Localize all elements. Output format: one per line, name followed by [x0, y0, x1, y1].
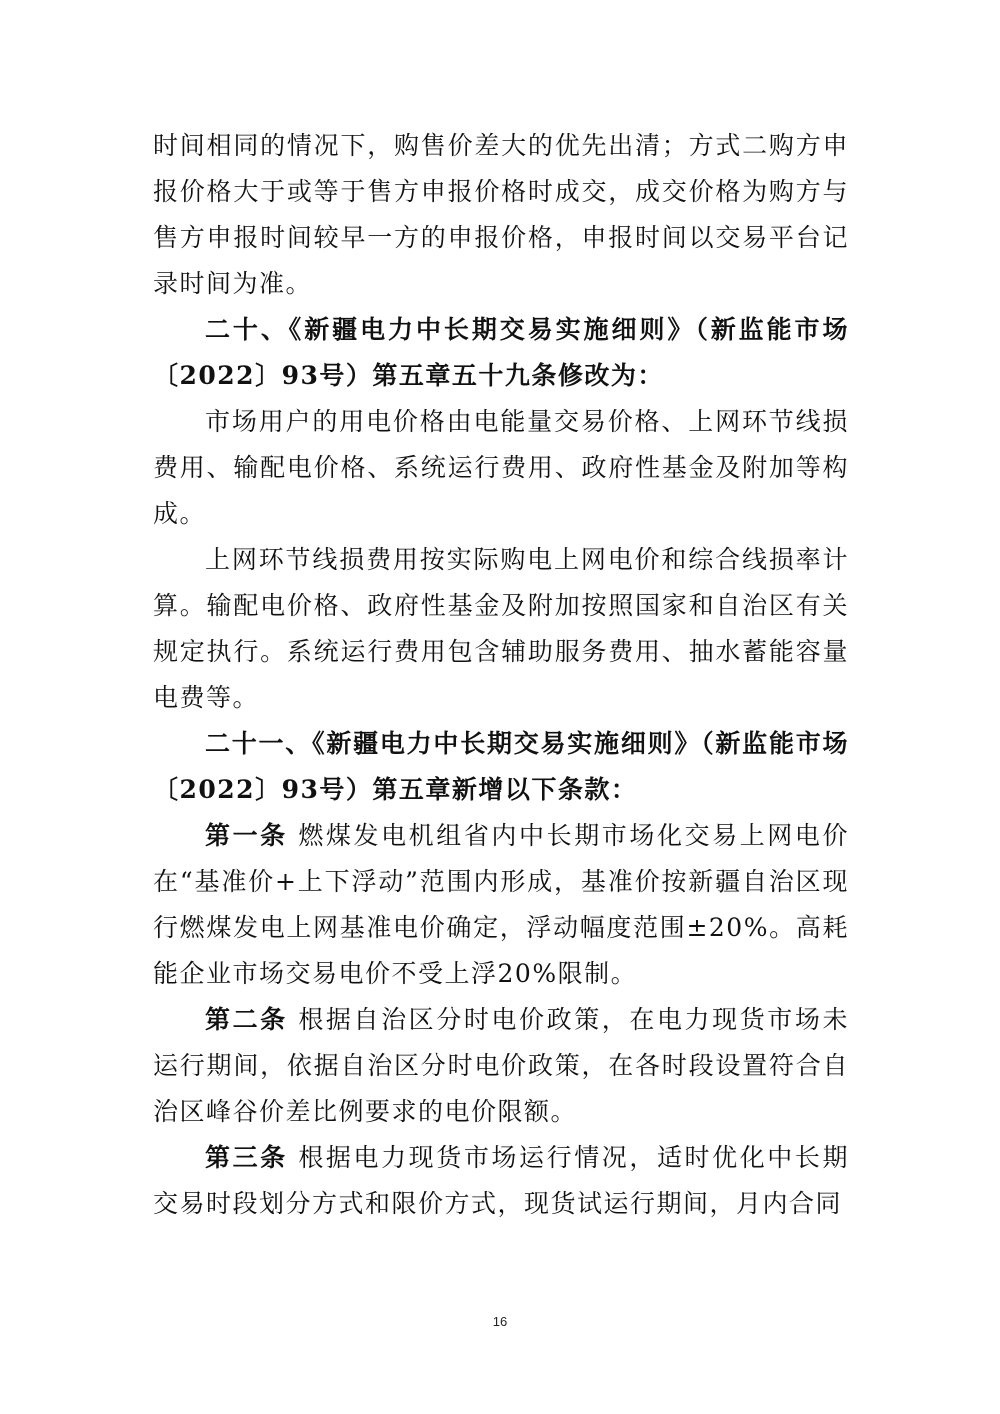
article-text: 根据电力现货市场运行情况，适时优化中长期交易时段划分方式和限价方式，现货试运行期间，月内合同 — [153, 1143, 849, 1218]
paragraph-user-price-composition — [153, 399, 849, 537]
article-label: 第二条 — [205, 1005, 288, 1034]
paragraph-text: 市场用户的用电价格由电能量交易价格、上网环节线损费用、输配电价格、系统运行费用、政府性基金及附加等构成。 — [153, 407, 849, 528]
article-text: 燃煤发电机组省内中长期市场化交易上网电价在“基准价+上下浮动”范围内形成，基准价按新疆自治区现行燃煤发电上网基准电价确定，浮动幅度范围±20%。高耗能企业市场交易电价不受上浮20%限制。 — [153, 821, 849, 988]
heading-text: 二十一、《新疆电力中长期交易实施细则》（新监能市场〔2022〕93号）第五章新增以下条款： — [153, 729, 849, 804]
heading-text: 二十、《新疆电力中长期交易实施细则》（新监能市场〔2022〕93号）第五章五十九条修改为： — [153, 315, 849, 390]
paragraph-continued-clearing-rules — [153, 123, 849, 307]
document-body — [153, 123, 849, 1227]
article-label: 第三条 — [205, 1143, 288, 1172]
page-number: 16 — [492, 1314, 508, 1329]
heading-item-20 — [153, 307, 849, 399]
paragraph-line-loss-fees — [153, 537, 849, 721]
paragraph-text: 上网环节线损费用按实际购电上网电价和综合线损率计算。输配电价格、政府性基金及附加按照国家和自治区有关规定执行。系统运行费用包含辅助服务费用、抽水蓄能容量电费等。 — [153, 545, 849, 712]
article-label: 第一条 — [205, 821, 288, 850]
article-1 — [153, 813, 849, 997]
article-3 — [153, 1135, 849, 1227]
article-text: 根据自治区分时电价政策，在电力现货市场未运行期间，依据自治区分时电价政策，在各时段设置符合自治区峰谷价差比例要求的电价限额。 — [153, 1005, 849, 1126]
heading-item-21 — [153, 721, 849, 813]
article-2 — [153, 997, 849, 1135]
paragraph-text: 时间相同的情况下，购售价差大的优先出清；方式二购方申报价格大于或等于售方申报价格时成交，成交价格为购方与售方申报时间较早一方的申报价格，申报时间以交易平台记录时间为准。 — [153, 131, 849, 298]
